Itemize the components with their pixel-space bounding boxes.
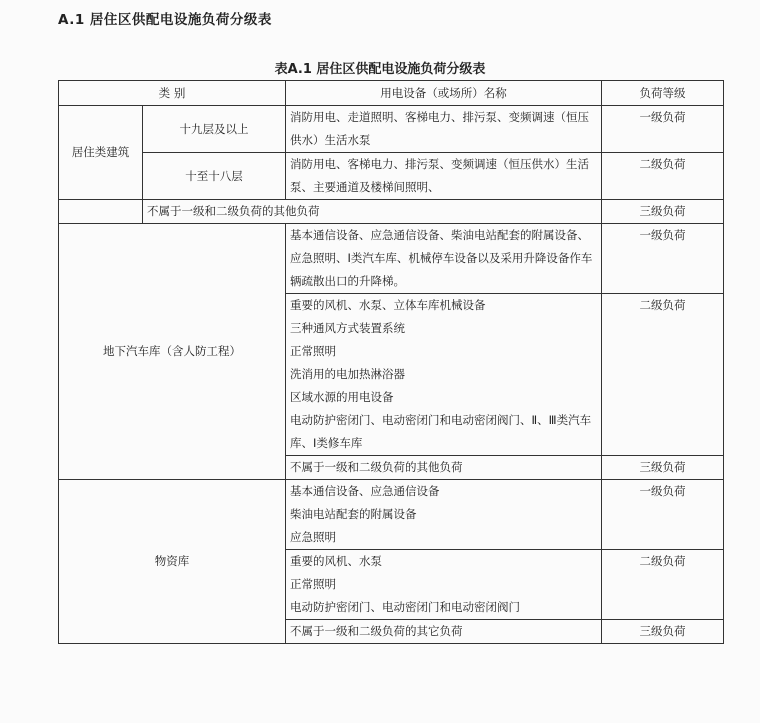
equipment-line: 重要的风机、水泵	[290, 554, 382, 568]
subcategory-10-18: 十至十八层	[143, 153, 286, 200]
category-garage: 地下汽车库（含人防工程）	[59, 224, 286, 480]
equipment-line: 重要的风机、水泵、立体车库机械设备	[290, 298, 486, 312]
equipment-line: 柴油电站配套的附属设备	[290, 507, 417, 521]
category-storage: 物资库	[59, 480, 286, 644]
equipment-cell	[286, 106, 602, 153]
empty-cell	[59, 200, 143, 224]
equipment-cell	[286, 224, 602, 294]
equipment-cell	[286, 153, 602, 200]
equipment-line: 电动防护密闭门、电动密闭门和电动密闭阀门、Ⅱ、Ⅲ类汽车库、Ⅰ类修车库	[290, 413, 592, 450]
equipment-text: 消防用电、走道照明、客梯电力、排污泵、变频调速（恒压供水）生活水泵	[290, 110, 589, 147]
equipment-cell: 不属于一级和二级负荷的其它负荷	[286, 620, 602, 644]
table-row	[59, 153, 724, 200]
equipment-cell: 不属于一级和二级负荷的其他负荷	[143, 200, 602, 224]
equipment-cell	[286, 480, 602, 550]
equipment-line: 正常照明	[290, 344, 336, 358]
level-cell: 一级负荷	[602, 480, 724, 550]
level-cell: 三级负荷	[602, 200, 724, 224]
level-cell: 三级负荷	[602, 456, 724, 480]
equipment-line: 洗消用的电加热淋浴器	[290, 367, 405, 381]
equipment-line: 正常照明	[290, 577, 336, 591]
equipment-text: 基本通信设备、应急通信设备、柴油电站配套的附属设备、应急照明、Ⅰ类汽车库、机械停车设备以及采用升降设备作车辆疏散出口的升降梯。	[290, 228, 593, 288]
header-row	[59, 81, 724, 106]
load-classification-table	[58, 80, 724, 644]
equipment-line: 应急照明	[290, 530, 336, 544]
equipment-line: 基本通信设备、应急通信设备	[290, 484, 440, 498]
equipment-cell	[286, 294, 602, 456]
header-level: 负荷等级	[602, 81, 724, 106]
level-cell: 二级负荷	[602, 294, 724, 456]
table-row	[59, 224, 724, 294]
level-cell: 二级负荷	[602, 550, 724, 620]
equipment-line: 三种通风方式装置系统	[290, 321, 405, 335]
level-cell: 一级负荷	[602, 106, 724, 153]
header-category: 类 别	[59, 81, 286, 106]
table-row	[59, 200, 724, 224]
section-title: A.1 居住区供配电设施负荷分级表	[58, 12, 272, 28]
equipment-line: 电动防护密闭门、电动密闭门和电动密闭阀门	[290, 600, 520, 614]
equipment-line: 区域水源的用电设备	[290, 390, 394, 404]
level-cell: 三级负荷	[602, 620, 724, 644]
header-equipment: 用电设备（或场所）名称	[286, 81, 602, 106]
subcategory-19-plus: 十九层及以上	[143, 106, 286, 153]
equipment-cell: 不属于一级和二级负荷的其他负荷	[286, 456, 602, 480]
table-row	[59, 106, 724, 153]
equipment-cell	[286, 550, 602, 620]
equipment-text: 消防用电、客梯电力、排污泵、变频调速（恒压供水）生活泵、主要通道及楼梯间照明、	[290, 157, 589, 194]
table-caption: 表A.1 居住区供配电设施负荷分级表	[274, 62, 486, 77]
category-residential: 居住类建筑	[59, 106, 143, 200]
level-cell: 一级负荷	[602, 224, 724, 294]
table-row	[59, 480, 724, 550]
level-cell: 二级负荷	[602, 153, 724, 200]
